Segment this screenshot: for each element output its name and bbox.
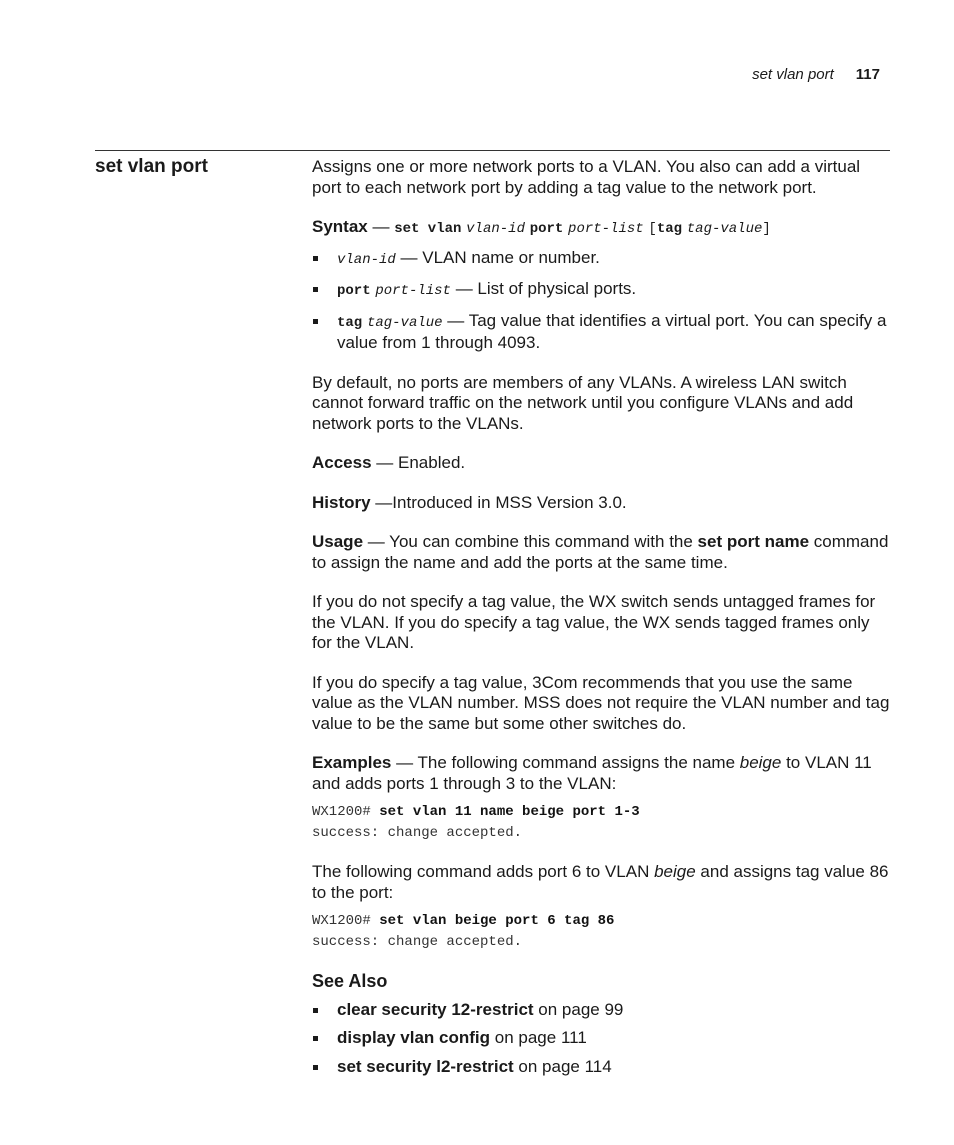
bullet-icon — [313, 319, 318, 324]
cli-output: success: change accepted. — [312, 933, 523, 950]
usage-text-cont: command to assign the name and add the ports at the same time. — [312, 532, 889, 572]
see-also-page-ref: on page 111 — [490, 1028, 587, 1047]
usage-paragraph-2: If you do not specify a tag value, the WX switch sends untagged frames for the VLAN. If you do specify a tag value, the WX sends tagged frames only for the VLAN. — [312, 592, 876, 652]
command-description — [312, 157, 892, 1096]
bullet-icon — [313, 1008, 318, 1013]
syntax-cmd-set-vlan: set vlan — [394, 221, 462, 237]
default-paragraph: By default, no ports are members of any VLANs. A wireless LAN switch cannot forward traffic on the network until you configure VLANs and add network ports to the VLANs. — [312, 372, 854, 433]
list-item — [312, 279, 892, 302]
list-item — [312, 311, 892, 354]
cli-prompt: WX1200# — [312, 804, 380, 820]
code-example-2 — [312, 911, 892, 952]
examples-text: — The following command assigns the name — [391, 753, 740, 772]
syntax-arg-vlan-id: vlan-id — [466, 221, 525, 237]
syntax-line — [312, 217, 892, 240]
bullet-icon — [313, 1036, 318, 1041]
param-keyword: port — [337, 283, 371, 299]
syntax-label: Syntax — [312, 217, 368, 236]
code-line — [312, 802, 892, 823]
see-also-section — [312, 971, 892, 1077]
bullet-icon — [313, 256, 318, 261]
list-item — [312, 248, 892, 271]
see-also-command[interactable]: set security l2-restrict — [337, 1056, 514, 1076]
see-also-item[interactable] — [312, 1000, 892, 1021]
see-also-title: See Also — [312, 971, 388, 991]
param-desc: — Tag value that identifies a virtual port. You can specify a value from 1 through 4093. — [337, 310, 887, 352]
see-also-page-ref: on page 114 — [513, 1056, 612, 1076]
see-also-command[interactable]: display vlan config — [337, 1028, 491, 1047]
cli-prompt: WX1200# — [312, 913, 380, 929]
section-rule — [95, 150, 890, 151]
page-number: 117 — [855, 66, 880, 83]
history-text: —Introduced in MSS Version 3.0. — [370, 492, 627, 512]
access-line — [312, 453, 892, 474]
param-desc: — List of physical ports. — [450, 279, 637, 298]
syntax-bracket-open: [ — [648, 221, 657, 237]
see-also-command[interactable]: clear security 12-restrict — [337, 999, 534, 1019]
syntax-cmd-port: port — [529, 221, 564, 237]
history-label: History — [312, 492, 371, 512]
param-arg: vlan-id — [337, 251, 396, 268]
usage-text: — You can combine this command with the — [363, 532, 698, 551]
examples-paragraph — [312, 753, 892, 794]
see-also-list — [312, 1000, 892, 1078]
see-also-item[interactable] — [312, 1057, 892, 1078]
running-header — [752, 66, 880, 83]
syntax-arg-tag-value: tag-value — [686, 221, 763, 237]
code-line — [312, 911, 892, 932]
example-2-text: The following command adds port 6 to VLAN — [312, 862, 655, 881]
syntax-bracket-close: ] — [762, 221, 771, 237]
usage-command: set port name — [697, 532, 810, 551]
see-also-page-ref: on page 99 — [533, 999, 624, 1019]
access-text: — Enabled. — [371, 453, 466, 472]
cli-output: success: change accepted. — [312, 824, 523, 841]
bullet-icon — [313, 1065, 318, 1070]
section-title: set vlan port — [95, 156, 208, 177]
syntax-cmd-tag: tag — [656, 221, 683, 237]
usage-label: Usage — [312, 532, 364, 551]
param-arg: tag-value — [366, 314, 443, 331]
example-2-vlan-name: beige — [654, 862, 696, 881]
examples-vlan-name: beige — [739, 753, 782, 772]
history-line — [312, 493, 892, 514]
examples-label: Examples — [312, 753, 392, 772]
cli-command: set vlan beige port 6 tag 86 — [379, 913, 615, 929]
code-example-1 — [312, 802, 892, 843]
example-2-paragraph — [312, 862, 892, 903]
syntax-arg-port-list: port-list — [568, 221, 644, 237]
param-desc: — VLAN name or number. — [395, 247, 600, 267]
usage-paragraph — [312, 532, 892, 573]
bullet-icon — [313, 287, 318, 292]
examples-text-cont: to VLAN 11 and adds ports 1 through 3 to the VLAN: — [312, 753, 872, 793]
cli-command: set vlan 11 name beige port 1-3 — [379, 804, 640, 820]
parameter-list — [312, 248, 892, 354]
usage-paragraph-3: If you do specify a tag value, 3Com recommends that you use the same value as the VLAN number. MSS does not require the VLAN number and tag value to be the same but some other switches do. — [312, 672, 890, 733]
intro-paragraph: Assigns one or more network ports to a VLAN. You also can add a virtual port to each network port by adding a tag value to the network port. — [312, 157, 861, 197]
example-2-text-cont: and assigns tag value 86 to the port: — [312, 862, 889, 902]
syntax-separator: — — [367, 217, 395, 236]
access-label: Access — [312, 453, 372, 472]
param-arg: port-list — [375, 283, 451, 299]
see-also-item[interactable] — [312, 1028, 892, 1049]
running-header-section: set vlan port — [752, 66, 834, 83]
param-keyword: tag — [337, 314, 363, 331]
